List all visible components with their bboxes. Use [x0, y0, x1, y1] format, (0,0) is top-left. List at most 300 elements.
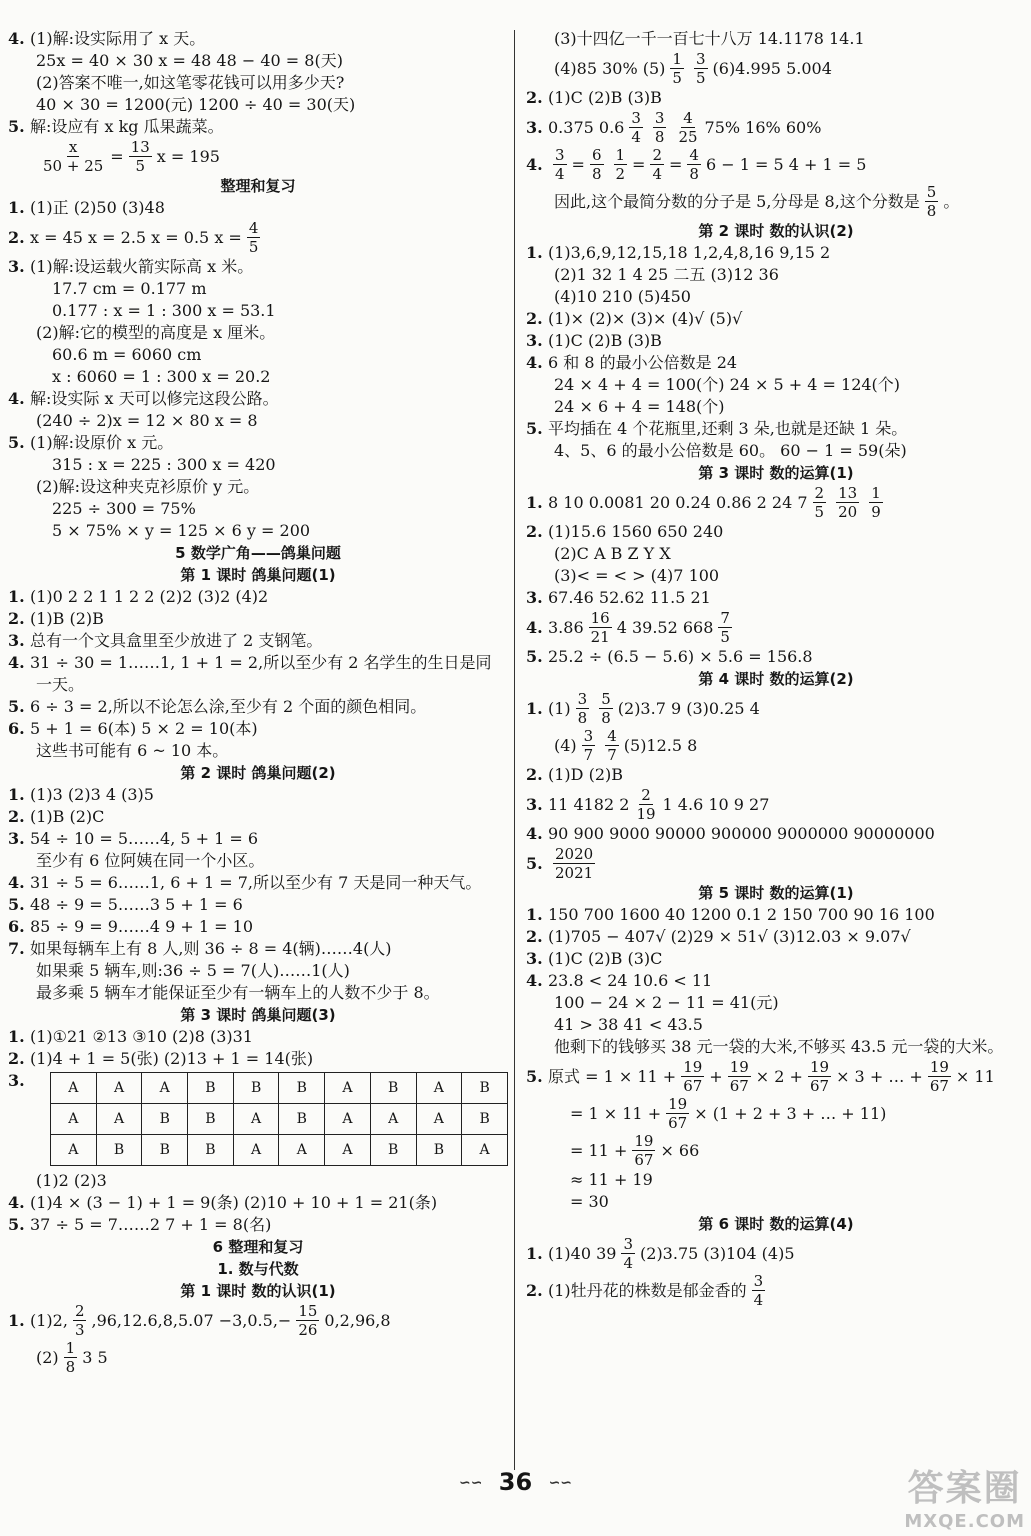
answer-text: 0,2,96,8	[324, 1310, 391, 1330]
table-cell: B	[188, 1073, 234, 1104]
answer-text: ,96,12.6,8,5.07 −3,0.5,−	[91, 1310, 292, 1330]
answer-line	[8, 366, 508, 388]
answer-text: 1. 数与代数	[217, 1260, 299, 1278]
fraction-numerator: 13	[838, 484, 858, 502]
answer-text: (1)牡丹花的株数是郁金香的	[548, 1280, 747, 1300]
answer-text: (1)3,6,9,12,15,18 1,2,4,8,16 9,15 2	[548, 243, 831, 262]
answer-line	[526, 565, 1026, 587]
fraction	[73, 1302, 87, 1339]
question-number: 4.	[8, 29, 25, 48]
answer-line	[8, 1048, 508, 1070]
fraction-denominator: 9	[871, 503, 881, 521]
answer-line	[8, 28, 508, 50]
section-heading	[526, 1213, 1026, 1235]
question-number: 1.	[8, 1310, 25, 1330]
answer-text: 解:设应有 x kg 瓜果蔬菜。	[30, 117, 224, 136]
answer-text: = 11 +	[570, 1140, 628, 1160]
table-cell: A	[325, 1135, 371, 1166]
fraction-numerator: 19	[929, 1058, 949, 1076]
fraction-denominator: 4	[623, 1254, 634, 1272]
fraction-numerator: 19	[668, 1095, 688, 1113]
fraction	[666, 1095, 689, 1132]
fraction	[925, 183, 939, 220]
fraction-numerator: 16	[590, 609, 610, 627]
fraction-numerator: 7	[720, 609, 730, 627]
question-number: 2.	[8, 227, 25, 247]
question-number: 5.	[526, 1066, 543, 1086]
question-number: 4.	[526, 154, 543, 174]
answer-line	[8, 388, 508, 410]
answer-text: (2)解:设这种夹克衫原价 y 元。	[36, 477, 260, 496]
question-number: 5.	[8, 433, 25, 452]
answer-text: (1)D (2)B	[548, 765, 623, 784]
fraction-numerator: 19	[683, 1058, 703, 1076]
fraction	[836, 484, 859, 521]
answer-line	[8, 454, 508, 476]
section-heading	[8, 1258, 508, 1280]
answer-line	[8, 1214, 508, 1236]
answer-text: 他剩下的钱够买 38 元一袋的大米,不够买 43.5 元一袋的大米。	[554, 1037, 1004, 1056]
answer-text: 6 − 1 = 5 4 + 1 = 5	[705, 154, 867, 174]
answer-grid-table	[50, 1072, 508, 1166]
answer-line	[8, 806, 508, 828]
answer-line	[526, 396, 1026, 418]
answer-line	[8, 850, 508, 872]
answer-text: (1)B (2)B	[30, 609, 104, 628]
fraction-denominator: 4	[753, 1291, 764, 1309]
section-heading	[8, 564, 508, 586]
table-cell: A	[416, 1104, 462, 1135]
answer-text: 150 700 1600 40 1200 0.1 2 150 700 90 16 100	[548, 905, 935, 924]
answer-text: 23.8 < 24 10.6 < 11	[548, 971, 713, 990]
section-heading	[526, 668, 1026, 690]
answer-line	[8, 1170, 508, 1192]
answer-text: ≈ 11 + 19	[570, 1170, 653, 1189]
fraction-numerator: 6	[591, 146, 602, 164]
table-cell: A	[96, 1104, 142, 1135]
table-cell: B	[96, 1135, 142, 1166]
answer-text: 75% 16% 60%	[704, 117, 822, 137]
question-number: 2.	[8, 807, 25, 826]
answer-text: 如果乘 5 辆车,则:36 ÷ 5 = 7(人)……1(人)	[36, 961, 350, 980]
answer-line	[526, 308, 1026, 330]
answer-text: 6 整理和复习	[212, 1238, 304, 1256]
question-number: 3.	[526, 588, 543, 607]
answer-text: 第 5 课时 数的运算(1)	[698, 884, 854, 902]
question-number: 4.	[8, 873, 25, 892]
answer-line	[8, 498, 508, 520]
answer-text: 4、5、6 的最小公倍数是 60。 60 − 1 = 59(朵)	[554, 441, 907, 460]
section-heading	[8, 1236, 508, 1258]
answer-text: 总有一个文具盒里至少放进了 2 支钢笔。	[30, 631, 323, 650]
question-number: 5.	[526, 647, 543, 666]
answer-line	[8, 872, 508, 894]
answer-text: (1)解:设运载火箭实际高 x 米。	[30, 257, 254, 276]
answer-text: 41 > 38 41 < 43.5	[554, 1015, 703, 1034]
question-number: 2.	[526, 88, 543, 107]
answer-text: 第 4 课时 数的运算(2)	[698, 670, 854, 688]
answer-line	[8, 740, 508, 762]
question-number: 7.	[8, 939, 25, 958]
fraction-denominator: 7	[607, 746, 617, 764]
answer-text: (4)85 30% (5)	[554, 58, 666, 78]
answer-text: × (1 + 2 + 3 + … + 11)	[694, 1103, 887, 1123]
fraction-numerator: 3	[753, 1272, 764, 1290]
answer-line	[8, 1192, 508, 1214]
fraction	[813, 484, 827, 521]
answer-text: (1)①21 ②13 ③10 (2)8 (3)31	[30, 1027, 253, 1046]
table-cell: A	[416, 1073, 462, 1104]
answer-line	[8, 116, 508, 138]
answer-line	[526, 50, 1026, 87]
answer-line	[8, 1339, 508, 1376]
answer-line	[8, 322, 508, 344]
question-number: 6.	[8, 719, 25, 738]
question-number: 2.	[8, 609, 25, 628]
answer-line	[526, 646, 1026, 668]
answer-line	[526, 1095, 1026, 1132]
question-number: 4.	[526, 617, 543, 637]
answer-text: 5 数学广角——鸽巢问题	[175, 544, 341, 562]
fraction-numerator: 3	[577, 690, 588, 708]
question-number: 3.	[8, 829, 25, 848]
answer-text: 解:设实际 x 天可以修完这段公路。	[30, 389, 279, 408]
answer-line	[526, 845, 1026, 882]
fraction-denominator: 50 + 25	[43, 157, 104, 175]
answer-text: 4 39.52 668	[616, 617, 714, 637]
answer-line	[526, 1014, 1026, 1036]
question-number: 5.	[8, 1215, 25, 1234]
fraction	[928, 1058, 951, 1095]
right-column	[526, 28, 1026, 1309]
answer-text: × 11	[955, 1066, 995, 1086]
watermark-main: 答案圈	[907, 1468, 1022, 1509]
fraction-denominator: 67	[929, 1077, 949, 1095]
fraction-numerator: 2	[652, 146, 662, 164]
answer-line	[8, 828, 508, 850]
answer-text: × 66	[660, 1140, 700, 1160]
answer-text: (1)2 (2)3	[36, 1171, 107, 1190]
answer-text: (2)C A B Z Y X	[554, 544, 671, 563]
fraction	[676, 109, 699, 146]
fraction-denominator: 67	[634, 1151, 654, 1169]
answer-text: (2)解:它的模型的高度是 x 厘米。	[36, 323, 276, 342]
answer-line	[8, 608, 508, 630]
answer-line	[8, 586, 508, 608]
answer-line	[526, 764, 1026, 786]
question-number: 2.	[8, 1049, 25, 1068]
answer-text: 第 2 课时 鸽巢问题(2)	[180, 764, 336, 782]
question-table-block	[8, 1070, 508, 1170]
answer-text: (1)4 + 1 = 5(张) (2)13 + 1 = 14(张)	[30, 1049, 314, 1068]
answer-text: 第 3 课时 鸽巢问题(3)	[180, 1006, 336, 1024]
fraction-denominator: 67	[809, 1077, 830, 1095]
table-cell: B	[416, 1135, 462, 1166]
fraction-denominator: 2	[615, 165, 626, 183]
answer-text: =	[571, 154, 585, 174]
section-heading	[8, 1004, 508, 1026]
answer-text: 24 × 4 + 4 = 100(个) 24 × 5 + 4 = 124(个)	[554, 375, 901, 394]
answer-line	[8, 410, 508, 432]
answer-line	[526, 1036, 1026, 1058]
fraction	[129, 138, 152, 175]
answer-text: 6 和 8 的最小公倍数是 24	[548, 353, 738, 372]
fraction-denominator: 4	[652, 165, 662, 183]
answer-line	[8, 1026, 508, 1048]
fraction-denominator: 5	[135, 157, 145, 175]
fraction	[582, 727, 596, 764]
fraction-numerator: 4	[689, 146, 699, 164]
fraction	[632, 1132, 655, 1169]
answer-line	[526, 242, 1026, 264]
question-number: 4.	[8, 389, 25, 408]
question-number: 4.	[526, 971, 543, 990]
question-number: 5.	[8, 697, 25, 716]
answer-text: 5 × 75% × y = 125 × 6 y = 200	[52, 521, 311, 540]
fraction-denominator: 20	[838, 503, 858, 521]
answer-text: (1)40 39	[548, 1243, 617, 1263]
answer-line	[526, 690, 1026, 727]
answer-text: 31 ÷ 30 = 1……1, 1 + 1 = 2,所以至少有 2 名学生的生日是同	[30, 653, 492, 672]
fraction-numerator: 4	[607, 727, 617, 745]
answer-text: (2)1 32 1 4 25 二五 (3)12 36	[554, 265, 779, 284]
fraction-numerator: 5	[601, 690, 611, 708]
answer-line	[8, 256, 508, 278]
answer-text: 这些书可能有 6 ~ 10 本。	[36, 741, 229, 760]
question-number: 1.	[526, 905, 543, 924]
fraction-denominator: 26	[298, 1321, 318, 1339]
fraction-denominator: 25	[678, 128, 698, 146]
answer-text: 一天。	[36, 675, 85, 694]
fraction	[576, 690, 590, 727]
answer-text: 25.2 ÷ (6.5 − 5.6) × 5.6 = 156.8	[548, 647, 813, 666]
fraction	[634, 786, 657, 823]
answer-text: 60.6 m = 6060 cm	[52, 345, 202, 364]
fraction-numerator: x	[68, 138, 78, 156]
table-cell: B	[142, 1104, 188, 1135]
table-cell: A	[325, 1073, 371, 1104]
fraction-denominator: 67	[729, 1077, 749, 1095]
ornament-left: ∽∽	[458, 1475, 483, 1491]
question-number: 2.	[526, 927, 543, 946]
answer-text: (1)正 (2)50 (3)48	[30, 198, 165, 217]
answer-text: 6 ÷ 3 = 2,所以不论怎么涂,至少有 2 个面的颜色相同。	[30, 697, 427, 716]
fraction	[589, 609, 612, 646]
answer-line	[8, 278, 508, 300]
answer-text: 平均插在 4 个花瓶里,还剩 3 朵,也就是还缺 1 朵。	[548, 419, 908, 438]
answer-line	[526, 484, 1026, 521]
fraction-numerator: 15	[298, 1302, 318, 1320]
answer-text: (1)B (2)C	[30, 807, 105, 826]
answer-text: x : 6060 = 1 : 300 x = 20.2	[52, 367, 271, 386]
answer-line	[526, 926, 1026, 948]
fraction-denominator: 67	[668, 1114, 688, 1132]
answer-line	[526, 28, 1026, 50]
question-number: 3.	[526, 949, 543, 968]
fraction	[718, 609, 732, 646]
fraction-numerator: 2020	[555, 845, 594, 863]
answer-line	[526, 183, 1026, 220]
answer-text: (1)0 2 2 1 1 2 2 (2)2 (3)2 (4)2	[30, 587, 269, 606]
fraction-denominator: 8	[926, 202, 937, 220]
answer-text: =	[632, 154, 646, 174]
fraction-denominator: 8	[591, 165, 602, 183]
table-row	[51, 1073, 508, 1104]
question-number: 3.	[526, 331, 543, 350]
fraction	[599, 690, 613, 727]
fraction-numerator: 19	[729, 1058, 749, 1076]
question-number: 2.	[526, 1280, 543, 1300]
fraction-denominator: 5	[672, 69, 682, 87]
answer-text: 3.86	[548, 617, 584, 637]
fraction-denominator: 7	[583, 746, 594, 764]
answer-line	[526, 727, 1026, 764]
answer-text: 第 3 课时 数的运算(1)	[698, 464, 854, 482]
fraction-numerator: 3	[555, 146, 565, 164]
answer-line	[526, 418, 1026, 440]
answer-text: 48 ÷ 9 = 5……3 5 + 1 = 6	[30, 895, 243, 914]
fraction	[296, 1302, 319, 1339]
page-number-text: 36	[498, 1468, 533, 1496]
answer-line	[526, 1132, 1026, 1169]
section-heading	[8, 762, 508, 784]
table-cell: B	[188, 1135, 234, 1166]
fraction	[629, 109, 643, 146]
table-cell: B	[142, 1135, 188, 1166]
question-number: 3.	[526, 117, 543, 137]
table-cell: A	[142, 1073, 188, 1104]
fraction	[808, 1058, 831, 1095]
table-cell: B	[462, 1104, 508, 1135]
answer-text: (1)2,	[30, 1310, 68, 1330]
fraction	[41, 138, 105, 175]
fraction	[605, 727, 619, 764]
table-cell: B	[279, 1104, 325, 1135]
answer-text: (6)4.995 5.004	[712, 58, 832, 78]
page-number	[0, 1468, 1031, 1496]
answer-line	[526, 609, 1026, 646]
table-cell: B	[233, 1073, 279, 1104]
fraction	[650, 146, 664, 183]
table-cell: A	[233, 1104, 279, 1135]
answer-text: 1 4.6 10 9 27	[662, 794, 770, 814]
question-number: 5.	[8, 117, 25, 136]
answer-text: 第 1 课时 数的认识(1)	[180, 1282, 336, 1300]
answer-line	[526, 786, 1026, 823]
table-cell: B	[188, 1104, 234, 1135]
answer-text: =	[110, 146, 124, 166]
answer-text: 100 − 24 × 2 − 11 = 41(元)	[554, 993, 779, 1012]
fraction-denominator: 8	[654, 128, 665, 146]
answer-line	[526, 1169, 1026, 1191]
fraction	[590, 146, 604, 183]
fraction-denominator: 8	[65, 1358, 76, 1376]
question-number: 3.	[526, 794, 543, 814]
left-column	[8, 28, 508, 1376]
fraction-numerator: 2	[814, 484, 825, 502]
fraction	[653, 109, 667, 146]
question-number: 1.	[8, 785, 25, 804]
question-number: 4.	[8, 1193, 25, 1212]
fraction-numerator: 1	[615, 146, 626, 164]
answer-text: 原式 = 1 × 11 +	[548, 1066, 677, 1086]
question-number: 3.	[8, 631, 25, 650]
answer-text: 25x = 40 × 30 x = 48 48 − 40 = 8(天)	[36, 51, 343, 70]
answer-text: 因此,这个最简分数的分子是 5,分母是 8,这个分数是	[554, 191, 920, 211]
table-cell: B	[279, 1073, 325, 1104]
answer-text: × 2 +	[755, 1066, 803, 1086]
answer-line	[526, 264, 1026, 286]
fraction	[621, 1235, 635, 1272]
question-number: 3.	[8, 1071, 25, 1090]
answer-line	[8, 219, 508, 256]
ornament-right: ∽∽	[548, 1475, 573, 1491]
answer-line	[526, 904, 1026, 926]
fraction-numerator: 3	[623, 1235, 634, 1253]
fraction-denominator: 2021	[555, 864, 594, 882]
fraction	[694, 50, 708, 87]
answer-line	[526, 1058, 1026, 1095]
question-number: 4.	[526, 353, 543, 372]
answer-text: (1)4 × (3 − 1) + 1 = 9(条) (2)10 + 10 + 1 = 21(条)	[30, 1193, 438, 1212]
fraction	[687, 146, 701, 183]
fraction-denominator: 67	[683, 1077, 703, 1095]
fraction	[64, 1339, 78, 1376]
answer-line	[526, 330, 1026, 352]
question-number: 5.	[8, 895, 25, 914]
answer-text: (1)C (2)B (3)B	[548, 88, 662, 107]
answer-line	[526, 440, 1026, 462]
table-cell: A	[51, 1135, 97, 1166]
answer-text: (4)10 210 (5)450	[554, 287, 691, 306]
answer-line	[526, 521, 1026, 543]
answer-text: (2)3.75 (3)104 (4)5	[640, 1243, 795, 1263]
watermark-url: MXQE.COM	[904, 1511, 1025, 1532]
fraction-numerator: 1	[65, 1339, 76, 1357]
answer-line	[526, 374, 1026, 396]
fraction-denominator: 5	[695, 69, 706, 87]
table-cell: A	[325, 1104, 371, 1135]
answer-text: × 3 + … +	[836, 1066, 923, 1086]
answer-text: (3)< = < > (4)7 100	[554, 566, 720, 585]
fraction-denominator: 21	[590, 628, 610, 646]
fraction-numerator: 3	[631, 109, 641, 127]
table-cell: B	[462, 1073, 508, 1104]
answer-text: (3)十四亿一千一百七十八万 14.1178 14.1	[554, 29, 865, 48]
fraction-numerator: 3	[695, 50, 706, 68]
answer-text: 0.177 : x = 1 : 300 x = 53.1	[52, 301, 276, 320]
section-heading	[8, 1280, 508, 1302]
answer-line	[8, 344, 508, 366]
fraction-numerator: 3	[583, 727, 594, 745]
fraction-denominator: 5	[814, 503, 825, 521]
answer-text: 。	[943, 191, 960, 211]
question-number: 3.	[8, 257, 25, 276]
column-divider	[514, 30, 515, 1470]
fraction-denominator: 3	[74, 1321, 85, 1339]
table-cell: B	[370, 1135, 416, 1166]
fraction-denominator: 8	[577, 709, 588, 727]
answer-text: 至少有 6 位阿姨在同一个小区。	[36, 851, 265, 870]
answer-text: (1)C (2)B (3)B	[548, 331, 662, 350]
answer-text: x = 195	[156, 146, 220, 166]
answer-line	[526, 587, 1026, 609]
answer-line	[8, 94, 508, 116]
answer-line	[8, 476, 508, 498]
answer-text: 5 + 1 = 6(本) 5 × 2 = 10(本)	[30, 719, 258, 738]
fraction-numerator: 19	[634, 1132, 654, 1150]
answer-line	[526, 146, 1026, 183]
